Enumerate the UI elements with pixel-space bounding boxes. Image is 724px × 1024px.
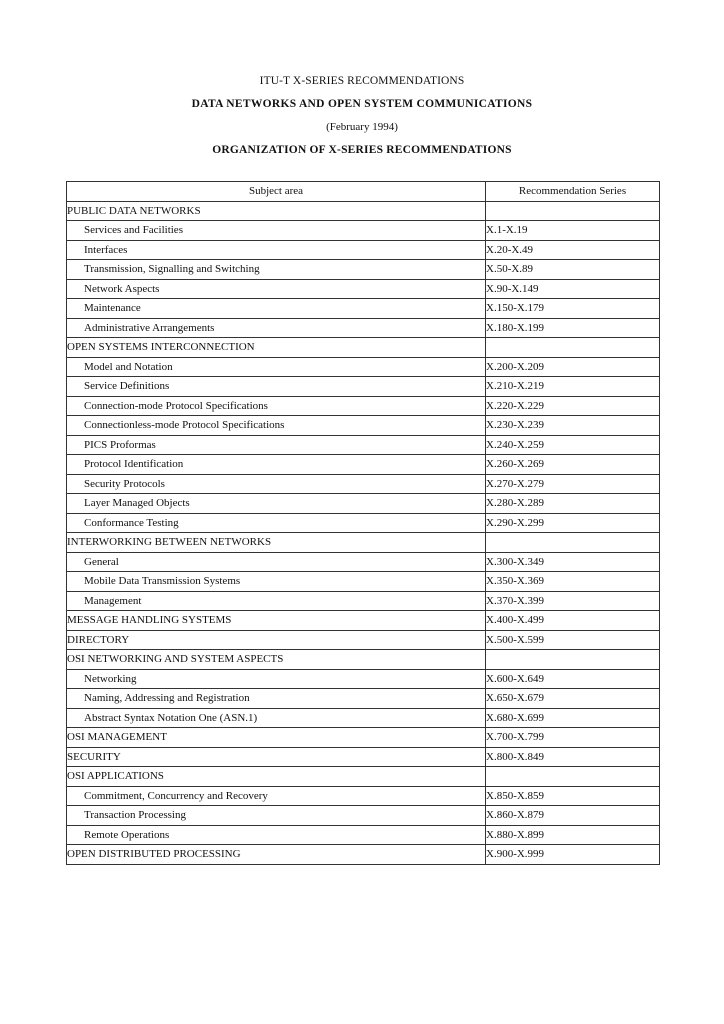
table-row xyxy=(67,708,660,728)
subject-area-cell: Management xyxy=(67,591,486,611)
table-row xyxy=(67,260,660,280)
table-row xyxy=(67,825,660,845)
recommendation-series-cell: X.300-X.349 xyxy=(486,552,660,572)
subject-area-cell: Transaction Processing xyxy=(67,806,486,826)
subject-area-cell: Naming, Addressing and Registration xyxy=(67,689,486,709)
table-row xyxy=(67,221,660,241)
table-section-row xyxy=(67,201,660,221)
table-row xyxy=(67,806,660,826)
recommendation-series-cell: X.230-X.239 xyxy=(486,416,660,436)
subject-area-cell: Protocol Identification xyxy=(67,455,486,475)
recommendation-series-cell: X.650-X.679 xyxy=(486,689,660,709)
table-row xyxy=(67,357,660,377)
table-heading: ORGANIZATION OF X-SERIES RECOMMENDATIONS xyxy=(212,144,512,156)
document-series-title: ITU-T X-SERIES RECOMMENDATIONS xyxy=(259,75,465,87)
subject-area-section-cell: INTERWORKING BETWEEN NETWORKS xyxy=(67,533,486,553)
recommendation-series-cell: X.220-X.229 xyxy=(486,396,660,416)
recommendation-series-header: Recommendation Series xyxy=(486,182,660,202)
subject-area-cell: Service Definitions xyxy=(67,377,486,397)
recommendation-series-cell: X.50-X.89 xyxy=(486,260,660,280)
recommendation-series-cell: X.20-X.49 xyxy=(486,240,660,260)
table-row xyxy=(67,572,660,592)
subject-area-cell: Administrative Arrangements xyxy=(67,318,486,338)
table-row xyxy=(67,474,660,494)
subject-area-section-cell: MESSAGE HANDLING SYSTEMS xyxy=(67,611,486,631)
subject-area-cell: Model and Notation xyxy=(67,357,486,377)
subject-area-cell: Connectionless-mode Protocol Specifications xyxy=(67,416,486,436)
recommendation-series-cell xyxy=(486,533,660,553)
subject-area-cell: Interfaces xyxy=(67,240,486,260)
subject-area-cell: Abstract Syntax Notation One (ASN.1) xyxy=(67,708,486,728)
subject-area-cell: PICS Proformas xyxy=(67,435,486,455)
table-row xyxy=(67,318,660,338)
subject-area-cell: General xyxy=(67,552,486,572)
subject-area-cell: Services and Facilities xyxy=(67,221,486,241)
table-row xyxy=(67,552,660,572)
recommendation-series-cell xyxy=(486,201,660,221)
subject-area-section-cell: OSI NETWORKING AND SYSTEM ASPECTS xyxy=(67,650,486,670)
recommendation-series-cell: X.180-X.199 xyxy=(486,318,660,338)
recommendation-series-cell: X.800-X.849 xyxy=(486,747,660,767)
subject-area-cell: Layer Managed Objects xyxy=(67,494,486,514)
subject-area-section-cell: OSI APPLICATIONS xyxy=(67,767,486,787)
table-body xyxy=(67,201,660,864)
subject-area-section-cell: OSI MANAGEMENT xyxy=(67,728,486,748)
subject-area-cell: Maintenance xyxy=(67,299,486,319)
table-row xyxy=(67,377,660,397)
table-row xyxy=(67,494,660,514)
table-section-row xyxy=(67,611,660,631)
subject-area-section-cell: DIRECTORY xyxy=(67,630,486,650)
table-row xyxy=(67,279,660,299)
recommendation-series-cell: X.680-X.699 xyxy=(486,708,660,728)
recommendation-series-cell: X.370-X.399 xyxy=(486,591,660,611)
subject-area-cell: Security Protocols xyxy=(67,474,486,494)
subject-area-cell: Commitment, Concurrency and Recovery xyxy=(67,786,486,806)
table-section-row xyxy=(67,338,660,358)
subject-area-cell: Connection-mode Protocol Specifications xyxy=(67,396,486,416)
table-section-row xyxy=(67,650,660,670)
recommendation-series-cell: X.600-X.649 xyxy=(486,669,660,689)
table-header-row xyxy=(67,182,660,202)
subject-area-cell: Conformance Testing xyxy=(67,513,486,533)
subject-area-cell: Network Aspects xyxy=(67,279,486,299)
recommendation-series-cell: X.270-X.279 xyxy=(486,474,660,494)
recommendation-series-cell: X.900-X.999 xyxy=(486,845,660,865)
recommendation-series-cell: X.500-X.599 xyxy=(486,630,660,650)
table-section-row xyxy=(67,630,660,650)
recommendation-series-cell: X.700-X.799 xyxy=(486,728,660,748)
subject-area-cell: Networking xyxy=(67,669,486,689)
recommendation-series-cell: X.280-X.289 xyxy=(486,494,660,514)
subject-area-section-cell: PUBLIC DATA NETWORKS xyxy=(67,201,486,221)
recommendation-series-cell: X.210-X.219 xyxy=(486,377,660,397)
table-row xyxy=(67,240,660,260)
recommendation-series-cell xyxy=(486,650,660,670)
table-section-row xyxy=(67,845,660,865)
table-row xyxy=(67,396,660,416)
table-row xyxy=(67,786,660,806)
table-row xyxy=(67,416,660,436)
recommendation-series-cell: X.880-X.899 xyxy=(486,825,660,845)
recommendation-series-cell xyxy=(486,767,660,787)
subject-area-cell: Transmission, Signalling and Switching xyxy=(67,260,486,280)
table-section-row xyxy=(67,533,660,553)
subject-area-section-cell: OPEN SYSTEMS INTERCONNECTION xyxy=(67,338,486,358)
table-row xyxy=(67,435,660,455)
document-title: DATA NETWORKS AND OPEN SYSTEM COMMUNICATIONS xyxy=(191,98,533,110)
subject-area-section-cell: OPEN DISTRIBUTED PROCESSING xyxy=(67,845,486,865)
recommendation-series-cell: X.240-X.259 xyxy=(486,435,660,455)
recommendation-series-cell: X.90-X.149 xyxy=(486,279,660,299)
recommendation-series-cell: X.860-X.879 xyxy=(486,806,660,826)
subject-area-section-cell: SECURITY xyxy=(67,747,486,767)
table-row xyxy=(67,455,660,475)
subject-area-header: Subject area xyxy=(67,182,486,202)
table-section-row xyxy=(67,728,660,748)
subject-area-cell: Remote Operations xyxy=(67,825,486,845)
recommendation-series-cell: X.150-X.179 xyxy=(486,299,660,319)
recommendation-series-cell: X.850-X.859 xyxy=(486,786,660,806)
subject-area-cell: Mobile Data Transmission Systems xyxy=(67,572,486,592)
recommendation-series-cell: X.260-X.269 xyxy=(486,455,660,475)
document-date: (February 1994) xyxy=(326,121,398,133)
table-row xyxy=(67,513,660,533)
table-section-row xyxy=(67,767,660,787)
recommendation-series-cell xyxy=(486,338,660,358)
table-row xyxy=(67,669,660,689)
recommendations-table xyxy=(66,181,660,865)
table-row xyxy=(67,299,660,319)
table-section-row xyxy=(67,747,660,767)
recommendation-series-cell: X.290-X.299 xyxy=(486,513,660,533)
recommendation-series-cell: X.400-X.499 xyxy=(486,611,660,631)
recommendation-series-cell: X.200-X.209 xyxy=(486,357,660,377)
table-row xyxy=(67,591,660,611)
recommendation-series-cell: X.350-X.369 xyxy=(486,572,660,592)
table-row xyxy=(67,689,660,709)
recommendation-series-cell: X.1-X.19 xyxy=(486,221,660,241)
